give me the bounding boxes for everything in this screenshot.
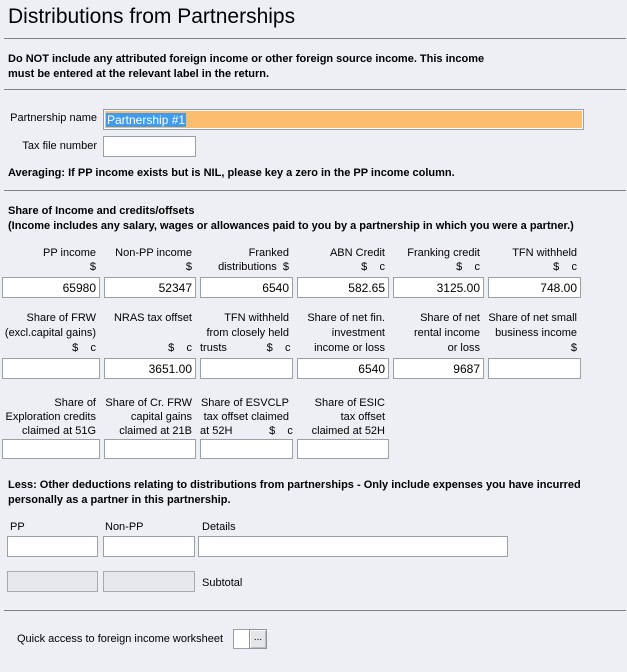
- foreign-income-warning: [8, 52, 484, 82]
- warning-line-1: Do NOT include any attributed foreign income or other foreign source income. This income: [8, 53, 485, 65]
- tfn-withheld-cell: [488, 246, 581, 298]
- details-input[interactable]: [198, 536, 508, 557]
- separator: [4, 610, 626, 611]
- exploration-credits-cell: [2, 396, 100, 459]
- foreign-worksheet-input[interactable]: [233, 629, 250, 649]
- esic-offset-input[interactable]: [297, 439, 389, 459]
- tfn-closely-held-label-1: TFN withheld: [224, 312, 289, 324]
- small-business-label-2: business income: [495, 327, 577, 339]
- foreign-worksheet-label: Quick access to foreign income worksheet: [17, 633, 224, 645]
- income-row-2: [2, 311, 581, 379]
- tfn-closely-held-label-2: from closely held: [206, 327, 289, 339]
- share-frw-cell: [2, 311, 100, 379]
- net-fin-investment-label-1: Share of net fin.: [307, 312, 385, 324]
- non-pp-subtotal-input: [103, 571, 195, 592]
- tfn-closely-held-input[interactable]: [200, 358, 293, 379]
- franked-distributions-label: Franked: [248, 247, 289, 259]
- partnership-name-input[interactable]: [103, 109, 584, 130]
- franking-credit-label: Franking credit: [407, 247, 480, 259]
- averaging-note: Averaging: If PP income exists but is NIL, please key a zero in the PP income column.: [8, 167, 455, 179]
- abn-credit-cell: [297, 246, 389, 298]
- page-title: Distributions from Partnerships: [8, 5, 296, 28]
- net-fin-investment-label-3: income or loss: [314, 342, 385, 354]
- cr-frw-capital-gains-cell: [104, 396, 196, 459]
- exploration-credits-input[interactable]: [2, 439, 100, 459]
- share-frw-input[interactable]: [2, 358, 100, 379]
- non-pp-income-cell: [104, 246, 196, 298]
- income-row-3: [2, 396, 581, 459]
- tfn-withheld-label: TFN withheld: [512, 247, 577, 259]
- exploration-credits-label-3: claimed at 51G: [22, 425, 96, 437]
- pp-income-input[interactable]: [2, 277, 100, 298]
- small-business-cell: [488, 311, 581, 379]
- esvclp-offset-input[interactable]: [200, 439, 293, 459]
- tfn-closely-held-unit: trusts $ c: [200, 342, 291, 354]
- share-frw-label-2: (excl.capital gains): [4, 327, 96, 339]
- franked-distributions-cell: [200, 246, 293, 298]
- non-pp-income-input[interactable]: [104, 277, 196, 298]
- esic-offset-cell: [297, 396, 389, 459]
- exploration-credits-label-1: Share of: [54, 397, 96, 409]
- pp-income-label: PP income: [43, 247, 96, 259]
- tax-file-number-label: Tax file number: [22, 140, 97, 152]
- nras-tax-offset-label: NRAS tax offset: [113, 312, 192, 324]
- pp-subtotal-input: [7, 571, 98, 592]
- pp-deduction-input[interactable]: [7, 536, 98, 557]
- non-pp-deduction-label: Non-PP: [105, 521, 144, 533]
- esvclp-offset-cell: [200, 396, 293, 459]
- esvclp-offset-label-1: Share of ESVCLP: [200, 397, 289, 409]
- separator: [4, 38, 626, 39]
- net-rental-label-2: rental income: [413, 327, 480, 339]
- nras-tax-offset-unit: $ c: [168, 342, 192, 354]
- franked-distributions-unit: distributions $: [218, 261, 289, 273]
- esvclp-offset-label-2: tax offset claimed: [203, 411, 289, 423]
- cr-frw-capital-gains-label-2: capital gains: [130, 411, 192, 423]
- nras-tax-offset-cell: [104, 311, 196, 379]
- share-frw-unit: $ c: [72, 342, 96, 354]
- pp-income-cell: [2, 246, 100, 298]
- franking-credit-input[interactable]: [393, 277, 484, 298]
- abn-credit-unit: $ c: [361, 261, 385, 273]
- share-section-heading: [8, 204, 574, 234]
- non-pp-income-label: Non-PP income: [115, 247, 192, 259]
- esic-offset-label-1: Share of ESIC: [314, 397, 385, 409]
- warning-line-2: must be entered at the relevant label in the return.: [8, 68, 270, 80]
- tfn-withheld-unit: $ c: [553, 261, 577, 273]
- cr-frw-capital-gains-input[interactable]: [104, 439, 196, 459]
- tfn-closely-held-cell: [200, 311, 293, 379]
- separator: [4, 89, 626, 90]
- net-fin-investment-input[interactable]: [297, 358, 389, 379]
- esic-offset-label-3: claimed at 52H: [311, 425, 385, 437]
- non-pp-income-unit: $: [185, 261, 192, 273]
- non-pp-deduction-input[interactable]: [103, 536, 195, 557]
- tfn-withheld-input[interactable]: [488, 277, 581, 298]
- abn-credit-input[interactable]: [297, 277, 389, 298]
- partnership-name-label: Partnership name: [10, 112, 97, 124]
- cr-frw-capital-gains-label-3: claimed at 21B: [119, 425, 192, 437]
- net-fin-investment-cell: [297, 311, 389, 379]
- income-row-1: [2, 246, 581, 298]
- small-business-label-1: Share of net small: [488, 312, 577, 324]
- cr-frw-capital-gains-label-1: Share of Cr. FRW: [105, 397, 192, 409]
- esvclp-offset-label-3: at 52H $ c: [200, 425, 293, 437]
- separator: [4, 190, 626, 191]
- share-frw-label-1: Share of FRW: [26, 312, 96, 324]
- net-rental-cell: [393, 311, 484, 379]
- selected-text: Partnership #1: [107, 113, 186, 127]
- net-fin-investment-label-2: investment: [331, 327, 385, 339]
- pp-deduction-label: PP: [10, 521, 25, 533]
- exploration-credits-label-2: Exploration credits: [5, 411, 96, 423]
- share-heading: Share of Income and credits/offsets: [8, 205, 195, 217]
- foreign-worksheet-ellipsis-button[interactable]: ...: [249, 629, 267, 649]
- abn-credit-label: ABN Credit: [329, 247, 385, 259]
- details-label: Details: [202, 521, 236, 533]
- nras-spacer: [104, 326, 196, 341]
- deductions-heading: [8, 478, 581, 508]
- esic-offset-label-2: tax offset: [340, 411, 385, 423]
- franking-credit-cell: [393, 246, 484, 298]
- net-rental-label-1: Share of net: [420, 312, 480, 324]
- net-rental-input[interactable]: [393, 358, 484, 379]
- nras-tax-offset-input[interactable]: [104, 358, 196, 379]
- pp-income-unit: $: [89, 261, 96, 273]
- small-business-input[interactable]: [488, 358, 581, 379]
- subtotal-label: Subtotal: [202, 577, 243, 589]
- small-business-unit: $: [570, 342, 577, 354]
- franked-distributions-input[interactable]: [200, 277, 293, 298]
- tax-file-number-input[interactable]: [103, 136, 196, 157]
- share-subheading: (Income includes any salary, wages or allowances paid to you by a partnership in which you were a partner.): [8, 220, 574, 232]
- net-rental-label-3: or loss: [447, 342, 480, 354]
- deductions-heading-line-1: Less: Other deductions relating to distributions from partnerships - Only include expenses you have incurred: [8, 479, 581, 491]
- franking-credit-unit: $ c: [456, 261, 480, 273]
- deductions-heading-line-2: personally as a partner in this partnership.: [8, 494, 231, 506]
